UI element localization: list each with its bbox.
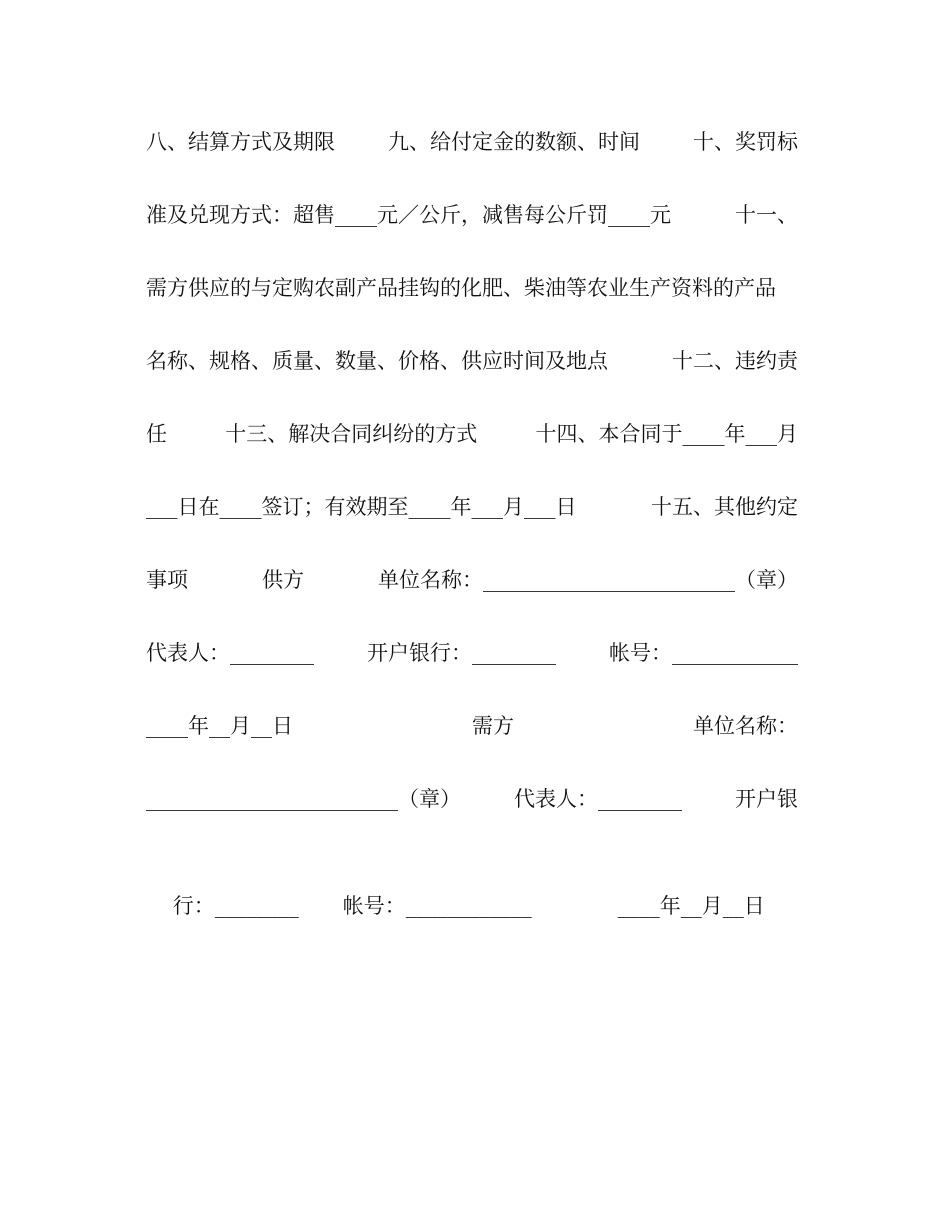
clause-11-start: 十一、 bbox=[735, 203, 798, 227]
paragraph-line-9 bbox=[146, 709, 798, 743]
clause-9-deposit: 九、给付定金的数额、时间 bbox=[388, 130, 640, 154]
paragraph-line-8 bbox=[146, 636, 798, 670]
buyer-date-field: ____年__月__日 bbox=[617, 894, 765, 918]
supplier-bank-field: 开户银行：________ bbox=[367, 641, 556, 665]
paragraph-line-1 bbox=[146, 125, 798, 159]
clause-11-supply-details: 名称、规格、质量、数量、价格、供应时间及地点 bbox=[146, 349, 608, 373]
clause-12-liability-start: 十二、违约责 bbox=[672, 349, 798, 373]
paragraph-line-5 bbox=[146, 417, 798, 451]
supplier-account-field: 帐号：____________ bbox=[609, 641, 798, 665]
supplier-date-field: ____年__月__日 bbox=[146, 714, 293, 738]
clause-8-settlement: 八、结算方式及期限 bbox=[146, 130, 335, 154]
paragraph-line-4 bbox=[146, 344, 798, 378]
supplier-heading: 供方 bbox=[262, 568, 304, 592]
buyer-unit-name-label: 单位名称： bbox=[693, 714, 798, 738]
supplier-unit-name-field: 单位名称：________________________（章） bbox=[378, 568, 798, 592]
clause-15-other-end: 事项 bbox=[146, 568, 188, 592]
clause-10-rewards-detail: 准及兑现方式：超售____元／公斤，减售每公斤罚____元 bbox=[146, 203, 671, 227]
clause-12-liability-end: 任 bbox=[146, 422, 167, 446]
buyer-heading: 需方 bbox=[472, 714, 514, 738]
clause-14-signing-date: 十四、本合同于____年___月 bbox=[535, 422, 798, 446]
paragraph-line-7 bbox=[146, 563, 798, 597]
clause-11-supply-text: 需方供应的与定购农副产品挂钩的化肥、柴油等农业生产资料的产品 bbox=[146, 276, 776, 300]
buyer-unit-name-field: ________________________（章） bbox=[146, 787, 461, 811]
buyer-representative-field: 代表人：________ bbox=[514, 787, 682, 811]
paragraph-line-6 bbox=[146, 490, 798, 524]
paragraph-line-2 bbox=[146, 198, 798, 232]
buyer-bank-field-end: 行：________ bbox=[172, 894, 299, 918]
paragraph-line-3 bbox=[146, 271, 798, 305]
paragraph-line-11 bbox=[146, 855, 798, 918]
supplier-representative-field: 代表人：________ bbox=[146, 641, 314, 665]
clause-13-dispute: 十三、解决合同纠纷的方式 bbox=[225, 422, 478, 446]
buyer-account-field: 帐号：____________ bbox=[342, 894, 532, 918]
clause-10-rewards-start: 十、奖罚标 bbox=[693, 130, 798, 154]
clause-14-validity: ___日在____签订；有效期至____年___月___日 bbox=[146, 495, 577, 519]
paragraph-line-10 bbox=[146, 782, 798, 816]
clause-15-other-start: 十五、其他约定 bbox=[651, 495, 798, 519]
buyer-bank-field-start: 开户银 bbox=[735, 787, 798, 811]
